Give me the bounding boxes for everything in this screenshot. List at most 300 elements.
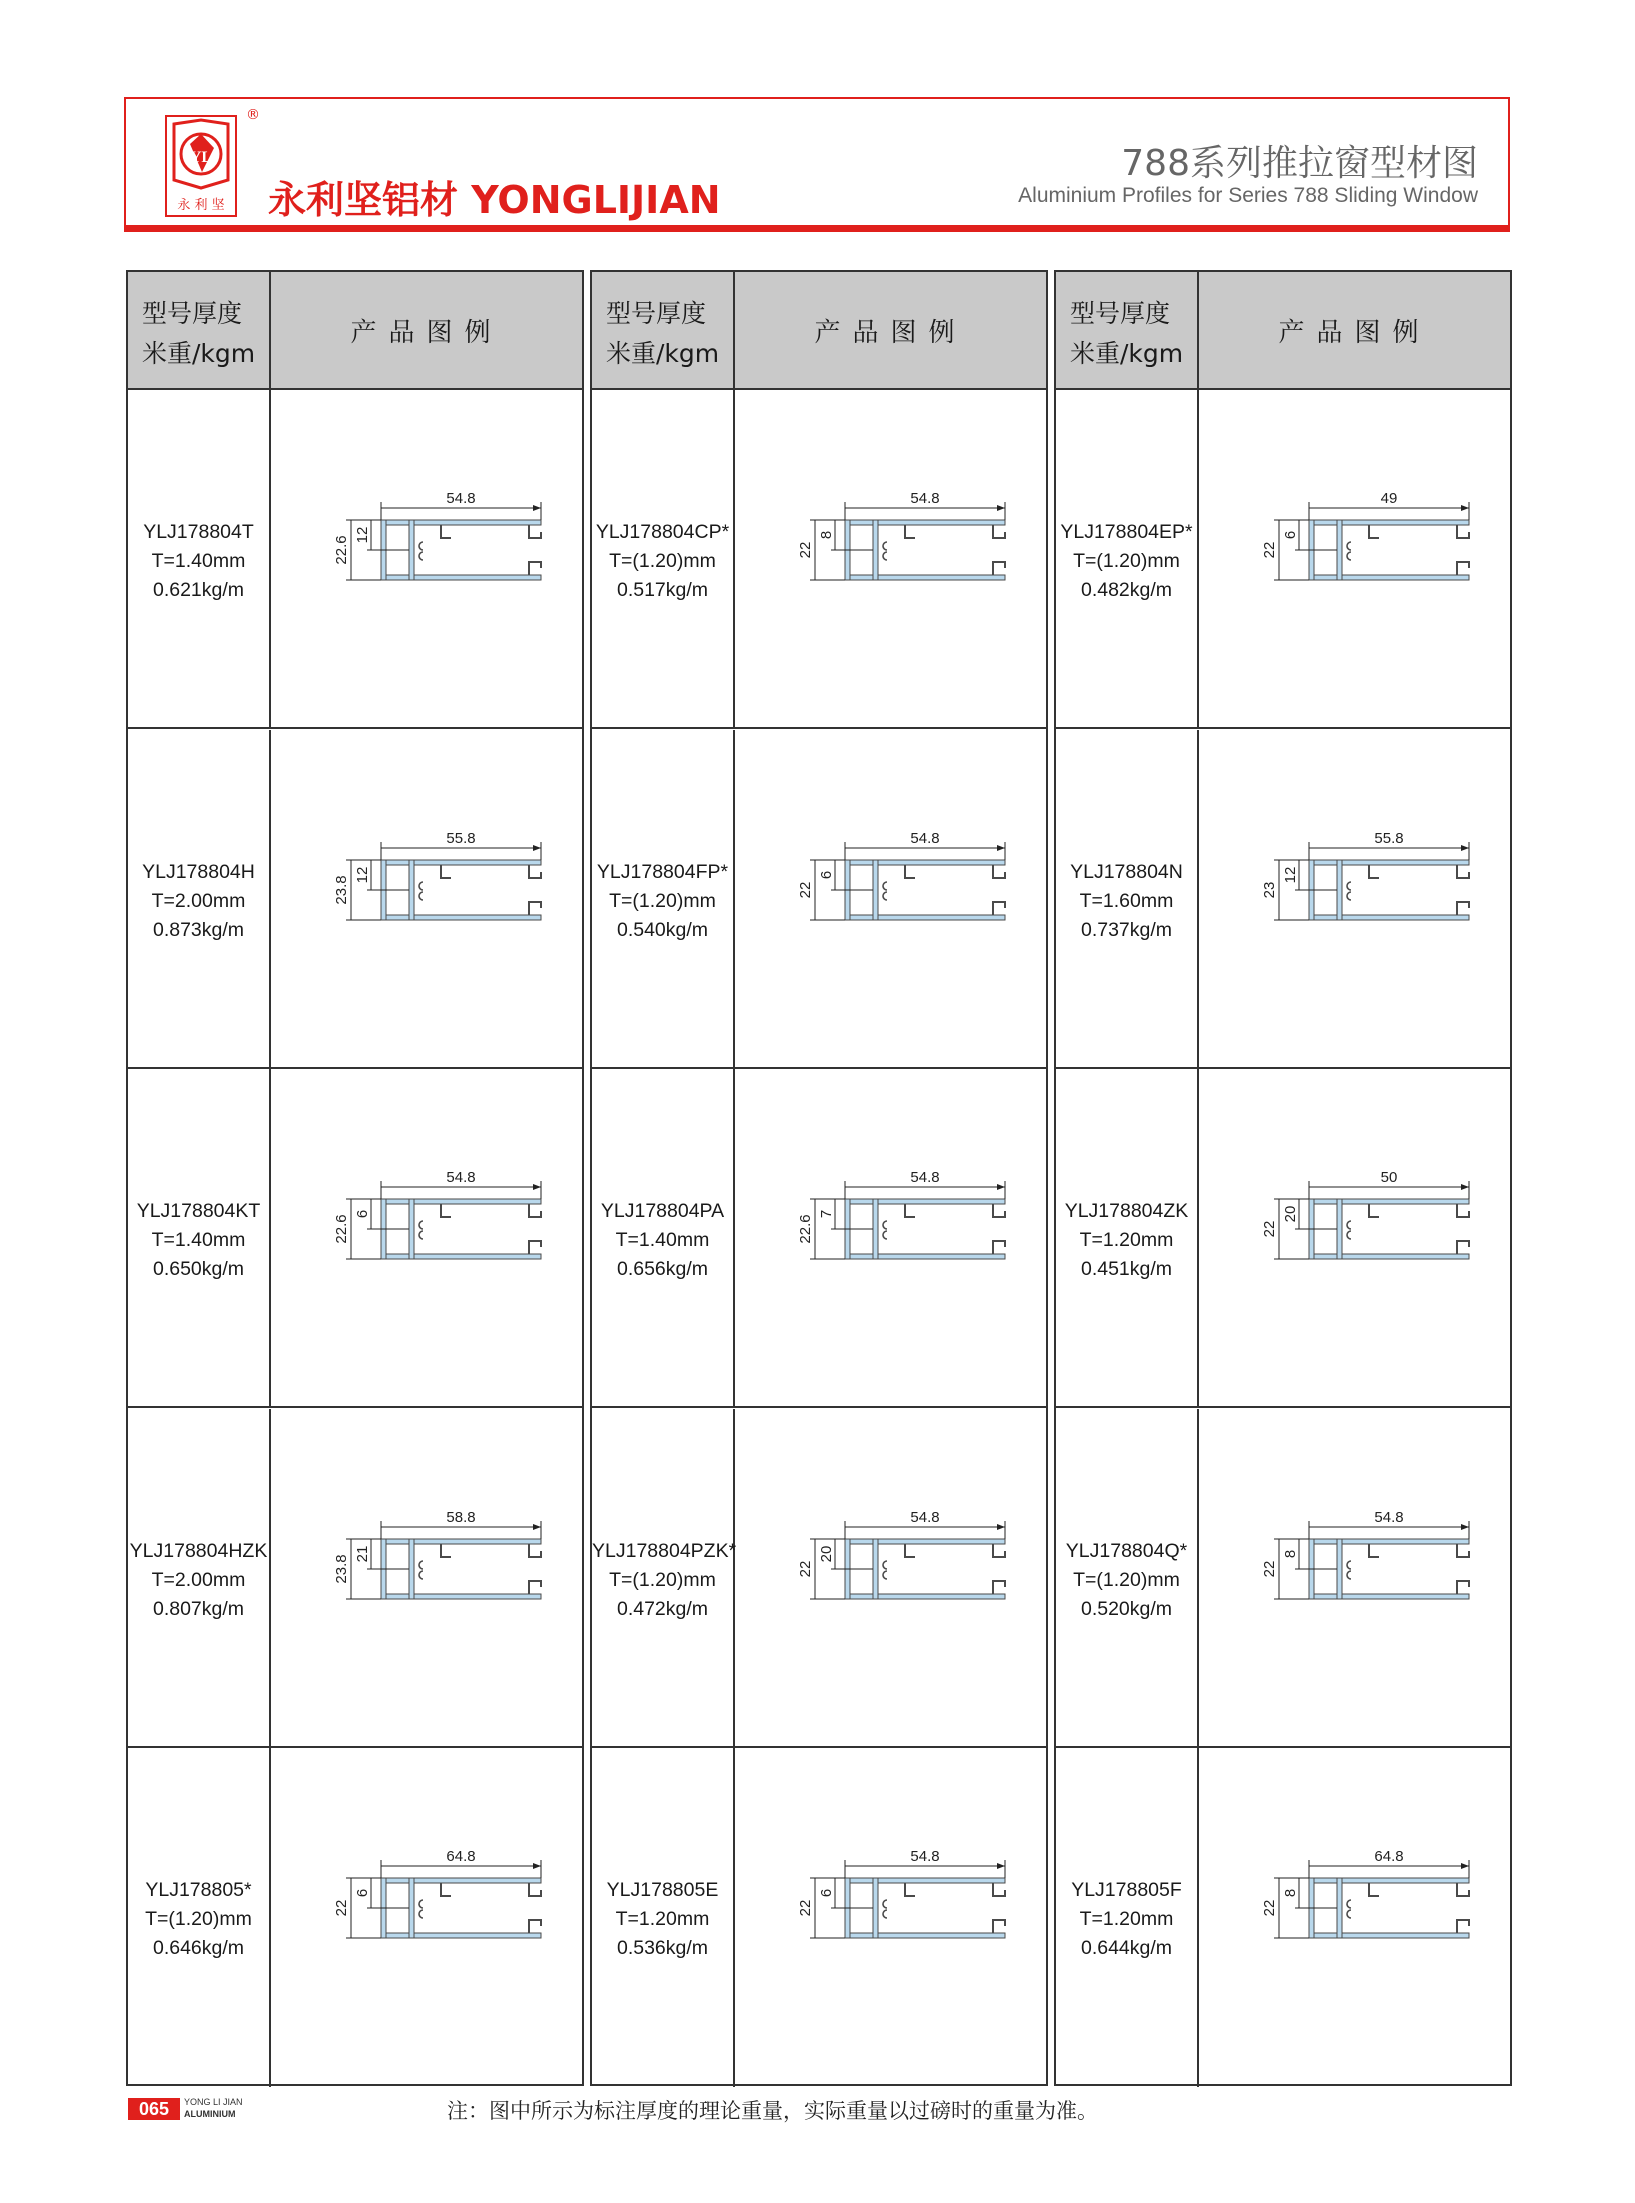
table-header: [592, 272, 1046, 390]
profile-mid-hook: [441, 865, 451, 878]
wall-thickness: T=1.40mm: [151, 1229, 246, 1251]
page-header: [124, 97, 1510, 232]
profile-inner-web: [409, 1539, 414, 1599]
brand-logo: [164, 114, 238, 218]
table-row: [592, 1748, 1046, 2087]
model-code: YLJ178804FP*: [596, 860, 729, 883]
profile-mid-hook: [441, 1544, 451, 1557]
profile-mid-hook: [1369, 525, 1379, 538]
width-dimension-label: 54.8: [910, 1508, 940, 1526]
inner-dimension-label: 20: [818, 1545, 835, 1562]
profile-top-flange: [845, 1539, 1005, 1544]
inner-dimension-label: 12: [354, 526, 371, 544]
profile-bottom-hook: [993, 1581, 1005, 1594]
figure-cell: [735, 1748, 1046, 2087]
profile-top-hook: [1457, 1883, 1469, 1896]
profile-top-hook: [529, 1204, 541, 1217]
profile-bottom-flange: [845, 1933, 1005, 1938]
model-cell: [1056, 1409, 1199, 1746]
profile-top-flange: [845, 520, 1005, 525]
profile-mid-hook: [1369, 1204, 1379, 1217]
model-text: [1056, 1537, 1197, 1624]
figure-cell: [271, 1748, 582, 2087]
dimension-arrow: [1461, 1524, 1469, 1530]
footer-brand-line2: ALUMINIUM: [184, 2109, 236, 2119]
model-cell: [592, 390, 735, 727]
model-cell: [1056, 730, 1199, 1067]
wall-thickness: T=(1.20)mm: [609, 550, 716, 572]
width-dimension-label: 49: [1380, 490, 1398, 507]
profile-drawing: [1261, 830, 1469, 920]
profile-mid-hook: [441, 1204, 451, 1217]
profile-clip: [419, 1571, 423, 1579]
model-cell: [1056, 1748, 1199, 2087]
figure-cell: [271, 1069, 582, 1406]
profile-drawing: [333, 490, 541, 580]
profile-figure: [1199, 1409, 1510, 1746]
unit-weight: 0.650kg/m: [152, 1258, 245, 1280]
profile-mid-hook: [905, 1544, 915, 1557]
wall-thickness: T=1.60mm: [1079, 889, 1174, 912]
model-text: [592, 1537, 737, 1624]
profile-clip: [1347, 1910, 1351, 1918]
wall-thickness: T=(1.20)mm: [609, 1568, 716, 1591]
figure-cell: [735, 390, 1046, 727]
profile-clip: [883, 1900, 887, 1908]
profile-bottom-hook: [993, 1920, 1005, 1933]
wall-thickness: T=1.40mm: [615, 1229, 710, 1251]
profile-drawing: [1261, 1509, 1469, 1599]
profile-clip: [1347, 552, 1351, 560]
profile-figure: [735, 1748, 1046, 2085]
model-text: [1056, 1197, 1197, 1284]
profile-bottom-hook: [1457, 1241, 1469, 1254]
profile-bottom-flange: [381, 1254, 541, 1259]
profile-top-flange: [1309, 1878, 1469, 1883]
profile-clip: [883, 552, 887, 560]
unit-weight: 0.540kg/m: [616, 918, 709, 941]
profile-drawing: [797, 490, 1005, 580]
profile-bottom-hook: [1457, 1920, 1469, 1933]
model-cell: [592, 1409, 735, 1746]
model-code: YLJ178804ZK: [1064, 1200, 1189, 1222]
inner-dimension-label: 6: [818, 870, 835, 879]
profile-top-flange: [381, 520, 541, 525]
unit-weight: 0.451kg/m: [1080, 1258, 1173, 1280]
table-row: [1056, 1409, 1510, 1748]
figure-cell: [1199, 390, 1510, 727]
header-model-label: 型号厚度: [606, 299, 707, 328]
height-dimension-label: 22: [797, 881, 814, 898]
unit-weight: 0.807kg/m: [152, 1597, 245, 1620]
model-text: [592, 518, 733, 605]
profile-figure: [735, 730, 1046, 1067]
header-model-cell: [592, 272, 735, 388]
width-dimension-label: 54.8: [910, 490, 940, 507]
model-code: YLJ178804N: [1070, 860, 1183, 883]
model-cell: [128, 390, 271, 727]
profile-top-flange: [1309, 1539, 1469, 1544]
model-code: YLJ178805*: [145, 1879, 252, 1901]
profile-inner-web: [1337, 1539, 1342, 1599]
profile-bottom-flange: [1309, 1933, 1469, 1938]
wall-thickness: T=(1.20)mm: [609, 889, 716, 912]
profile-top-hook: [1457, 525, 1469, 538]
width-dimension-label: 64.8: [446, 1848, 476, 1865]
profile-clip: [419, 542, 423, 550]
profile-clip: [883, 892, 887, 900]
header-weight-label: 米重/kgm: [142, 339, 256, 368]
profile-drawing: [1261, 1848, 1469, 1938]
profile-mid-hook: [441, 525, 451, 538]
profile-clip: [1347, 1900, 1351, 1908]
footer-brand-line1: YONG LI JIAN: [184, 2097, 243, 2107]
model-code: YLJ178804HZK: [129, 1539, 268, 1562]
profile-clip: [883, 882, 887, 890]
profile-drawing: [797, 1509, 1005, 1599]
unit-weight: 0.644kg/m: [1080, 1937, 1173, 1959]
unit-weight: 0.621kg/m: [152, 579, 245, 601]
model-code: YLJ178804Q*: [1065, 1539, 1188, 1562]
height-dimension-label: 22: [333, 1899, 350, 1917]
inner-dimension-label: 7: [818, 1209, 835, 1219]
inner-dimension-label: 8: [1282, 1549, 1299, 1558]
figure-cell: [735, 730, 1046, 1067]
height-dimension-label: 23.8: [333, 1553, 350, 1584]
inner-dimension-label: 8: [818, 530, 835, 540]
profile-top-flange: [845, 1199, 1005, 1204]
height-dimension-label: 22: [797, 541, 814, 559]
table-header: [1056, 272, 1510, 390]
profile-figure: [1199, 730, 1510, 1067]
profile-bottom-flange: [381, 575, 541, 580]
figure-cell: [735, 1069, 1046, 1406]
dimension-arrow: [997, 1184, 1005, 1190]
figure-cell: [271, 1409, 582, 1746]
profile-inner-web: [873, 1878, 878, 1938]
height-dimension-label: 23: [1261, 881, 1278, 898]
model-cell: [128, 730, 271, 1067]
profile-bottom-flange: [845, 915, 1005, 920]
model-text: [128, 858, 269, 945]
table-row: [592, 1409, 1046, 1748]
profile-clip: [419, 1910, 423, 1918]
profile-top-flange: [1309, 520, 1469, 525]
model-cell: [128, 1748, 271, 2087]
figure-cell: [1199, 1409, 1510, 1746]
figure-cell: [271, 730, 582, 1067]
profile-top-flange: [381, 1199, 541, 1204]
header-weight-label: 米重/kgm: [1070, 339, 1184, 368]
dimension-arrow: [533, 845, 541, 851]
width-dimension-label: 55.8: [446, 829, 476, 847]
unit-weight: 0.646kg/m: [152, 1937, 245, 1959]
profile-bottom-hook: [1457, 562, 1469, 575]
dimension-arrow: [533, 505, 541, 511]
figure-cell: [271, 390, 582, 727]
model-cell: [1056, 390, 1199, 727]
inner-dimension-label: 12: [1282, 866, 1299, 883]
inner-dimension-label: 6: [354, 1209, 371, 1219]
profile-clip: [419, 552, 423, 560]
inner-dimension-label: 21: [354, 1545, 371, 1562]
profile-clip: [883, 1231, 887, 1239]
profile-top-flange: [845, 1878, 1005, 1883]
model-cell: [592, 1748, 735, 2087]
profile-clip: [1347, 1561, 1351, 1569]
profile-clip: [1347, 882, 1351, 890]
profile-inner-web: [1337, 520, 1342, 580]
table-row: [128, 390, 582, 729]
wall-thickness: T=1.40mm: [151, 550, 246, 572]
header-figure-label: 产品图例: [1278, 317, 1431, 348]
profile-mid-hook: [905, 1204, 915, 1217]
width-dimension-label: 54.8: [910, 1848, 940, 1865]
profile-inner-web: [1337, 860, 1342, 920]
model-code: YLJ178805F: [1071, 1879, 1182, 1901]
width-dimension-label: 54.8: [1374, 1508, 1404, 1526]
profile-top-flange: [1309, 860, 1469, 865]
profile-inner-web: [873, 860, 878, 920]
model-text: [592, 858, 733, 945]
profile-figure: [271, 390, 582, 727]
wall-thickness: T=1.20mm: [1079, 1908, 1174, 1930]
model-cell: [128, 1069, 271, 1406]
model-code: YLJ178804T: [143, 521, 254, 543]
profile-clip: [419, 882, 423, 890]
profile-figure: [735, 390, 1046, 727]
unit-weight: 0.536kg/m: [616, 1937, 709, 1959]
dimension-arrow: [1461, 1863, 1469, 1869]
profile-inner-web: [873, 520, 878, 580]
dimension-arrow: [997, 845, 1005, 851]
unit-weight: 0.482kg/m: [1080, 579, 1173, 601]
profile-bottom-flange: [1309, 1594, 1469, 1599]
profile-top-hook: [1457, 865, 1469, 878]
profile-mid-hook: [905, 525, 915, 538]
profile-inner-web: [409, 1199, 414, 1259]
page-subtitle: Aluminium Profiles for Series 788 Sliding Window: [1018, 184, 1478, 207]
page-title: 788系列推拉窗型材图: [1121, 143, 1478, 184]
profile-top-hook: [529, 525, 541, 538]
height-dimension-label: 22: [1261, 1560, 1278, 1577]
inner-dimension-label: 20: [1282, 1205, 1299, 1223]
profile-top-hook: [529, 1544, 541, 1557]
dimension-arrow: [997, 505, 1005, 511]
unit-weight: 0.472kg/m: [616, 1597, 709, 1620]
model-text: [592, 1197, 733, 1284]
profile-mid-hook: [1369, 1883, 1379, 1896]
table-header: [128, 272, 582, 390]
profile-drawing: [333, 1509, 541, 1599]
profile-top-hook: [993, 865, 1005, 878]
profile-inner-web: [409, 520, 414, 580]
unit-weight: 0.737kg/m: [1080, 918, 1173, 941]
profile-figure: [1199, 1069, 1510, 1406]
profile-top-flange: [381, 1539, 541, 1544]
height-dimension-label: 22.6: [797, 1214, 814, 1244]
header-figure-label: 产品图例: [350, 317, 503, 348]
inner-dimension-label: 8: [1282, 1888, 1299, 1898]
profile-mid-hook: [905, 865, 915, 878]
table-row: [128, 1069, 582, 1408]
profile-figure: [1199, 1748, 1510, 2085]
profile-clip: [883, 1561, 887, 1569]
height-dimension-label: 22: [1261, 541, 1278, 559]
model-text: [128, 1537, 269, 1624]
profile-figure: [735, 1069, 1046, 1406]
header-model-label: 型号厚度: [1070, 299, 1171, 328]
profile-mid-hook: [1369, 865, 1379, 878]
wall-thickness: T=2.00mm: [151, 889, 246, 912]
model-text: [128, 1876, 269, 1963]
model-text: [1056, 518, 1197, 605]
profile-clip: [419, 1561, 423, 1569]
profile-inner-web: [873, 1199, 878, 1259]
figure-cell: [1199, 1748, 1510, 2087]
profile-clip: [1347, 1231, 1351, 1239]
profile-clip: [883, 1221, 887, 1229]
profile-bottom-hook: [1457, 1581, 1469, 1594]
profile-top-hook: [529, 1883, 541, 1896]
height-dimension-label: 22.6: [333, 1214, 350, 1244]
dimension-arrow: [1461, 845, 1469, 851]
header-model-cell: [128, 272, 271, 388]
profile-table-1: [126, 270, 584, 2086]
profile-bottom-hook: [529, 902, 541, 915]
table-row: [1056, 1069, 1510, 1408]
header-model-label: 型号厚度: [142, 299, 243, 328]
unit-weight: 0.520kg/m: [1080, 1597, 1173, 1620]
profile-bottom-flange: [1309, 915, 1469, 920]
profile-bottom-hook: [993, 562, 1005, 575]
profile-figure: [735, 1409, 1046, 1746]
table-row: [1056, 390, 1510, 729]
profile-figure: [1199, 390, 1510, 727]
page-number: 065: [128, 2098, 180, 2120]
model-text: [128, 1197, 269, 1284]
profile-clip: [883, 1910, 887, 1918]
height-dimension-label: 22.6: [333, 535, 350, 565]
profile-bottom-flange: [845, 1254, 1005, 1259]
profile-figure: [271, 1748, 582, 2085]
profile-bottom-flange: [381, 1933, 541, 1938]
height-dimension-label: 22: [1261, 1899, 1278, 1917]
profile-drawing: [797, 830, 1005, 920]
model-code: YLJ178805E: [606, 1879, 719, 1901]
model-text: [1056, 858, 1197, 945]
profile-clip: [419, 1900, 423, 1908]
wall-thickness: T=(1.20)mm: [1073, 550, 1180, 572]
unit-weight: 0.656kg/m: [616, 1258, 709, 1280]
inner-dimension-label: 6: [1282, 530, 1299, 540]
profile-drawing: [797, 1169, 1005, 1259]
model-text: [1056, 1876, 1197, 1963]
unit-weight: 0.517kg/m: [616, 579, 709, 601]
profile-drawing: [1261, 490, 1469, 580]
profile-mid-hook: [1369, 1544, 1379, 1557]
table-row: [592, 1069, 1046, 1408]
logo-letters: YL: [189, 149, 213, 166]
model-code: YLJ178804PA: [600, 1200, 725, 1222]
profile-bottom-flange: [1309, 1254, 1469, 1259]
model-code: YLJ178804KT: [136, 1200, 261, 1222]
table-row: [128, 730, 582, 1069]
figure-cell: [1199, 1069, 1510, 1406]
profile-top-hook: [993, 1544, 1005, 1557]
profile-top-hook: [993, 1883, 1005, 1896]
profile-clip: [419, 892, 423, 900]
dimension-arrow: [1461, 505, 1469, 511]
model-code: YLJ178804EP*: [1060, 521, 1193, 543]
profile-top-hook: [993, 525, 1005, 538]
brand-name: 永利坚铝材 YONGLIJIAN: [268, 178, 721, 222]
profile-inner-web: [1337, 1878, 1342, 1938]
width-dimension-label: 54.8: [910, 1169, 940, 1186]
wall-thickness: T=(1.20)mm: [145, 1908, 252, 1930]
dimension-arrow: [1461, 1184, 1469, 1190]
dimension-arrow: [533, 1863, 541, 1869]
profile-top-hook: [1457, 1204, 1469, 1217]
profile-inner-web: [409, 860, 414, 920]
profile-inner-web: [873, 1539, 878, 1599]
profile-bottom-hook: [1457, 902, 1469, 915]
wall-thickness: T=(1.20)mm: [1073, 1568, 1180, 1591]
dimension-arrow: [997, 1863, 1005, 1869]
profile-bottom-flange: [845, 575, 1005, 580]
inner-dimension-label: 6: [354, 1888, 371, 1898]
profile-inner-web: [409, 1878, 414, 1938]
profile-figure: [271, 1409, 582, 1746]
profile-drawing: [333, 830, 541, 920]
profile-top-flange: [381, 860, 541, 865]
width-dimension-label: 54.8: [446, 490, 476, 507]
profile-top-flange: [845, 860, 1005, 865]
model-code: YLJ178804H: [142, 860, 255, 883]
logo-caption: 永 利 坚: [177, 198, 225, 213]
profile-drawing: [1261, 1169, 1469, 1259]
dimension-arrow: [997, 1524, 1005, 1530]
table-row: [128, 1409, 582, 1748]
profile-figure: [271, 1069, 582, 1406]
table-row: [1056, 730, 1510, 1069]
model-code: YLJ178804PZK*: [592, 1539, 737, 1562]
table-row: [128, 1748, 582, 2087]
height-dimension-label: 22: [797, 1560, 814, 1577]
dimension-arrow: [533, 1184, 541, 1190]
profile-clip: [1347, 892, 1351, 900]
height-dimension-label: 23.8: [333, 874, 350, 905]
unit-weight: 0.873kg/m: [152, 918, 245, 941]
profile-clip: [419, 1231, 423, 1239]
profile-clip: [419, 1221, 423, 1229]
model-cell: [1056, 1069, 1199, 1406]
table-row: [592, 730, 1046, 1069]
inner-dimension-label: 12: [354, 866, 371, 883]
profile-bottom-flange: [381, 915, 541, 920]
profile-bottom-hook: [993, 1241, 1005, 1254]
profile-table-3: [1054, 270, 1512, 2086]
profile-bottom-flange: [381, 1594, 541, 1599]
width-dimension-label: 54.8: [446, 1169, 476, 1186]
width-dimension-label: 50: [1380, 1169, 1398, 1186]
height-dimension-label: 22: [797, 1899, 814, 1917]
header-model-cell: [1056, 272, 1199, 388]
width-dimension-label: 58.8: [446, 1508, 476, 1526]
model-cell: [592, 730, 735, 1067]
width-dimension-label: 54.8: [910, 829, 940, 847]
profile-clip: [1347, 542, 1351, 550]
